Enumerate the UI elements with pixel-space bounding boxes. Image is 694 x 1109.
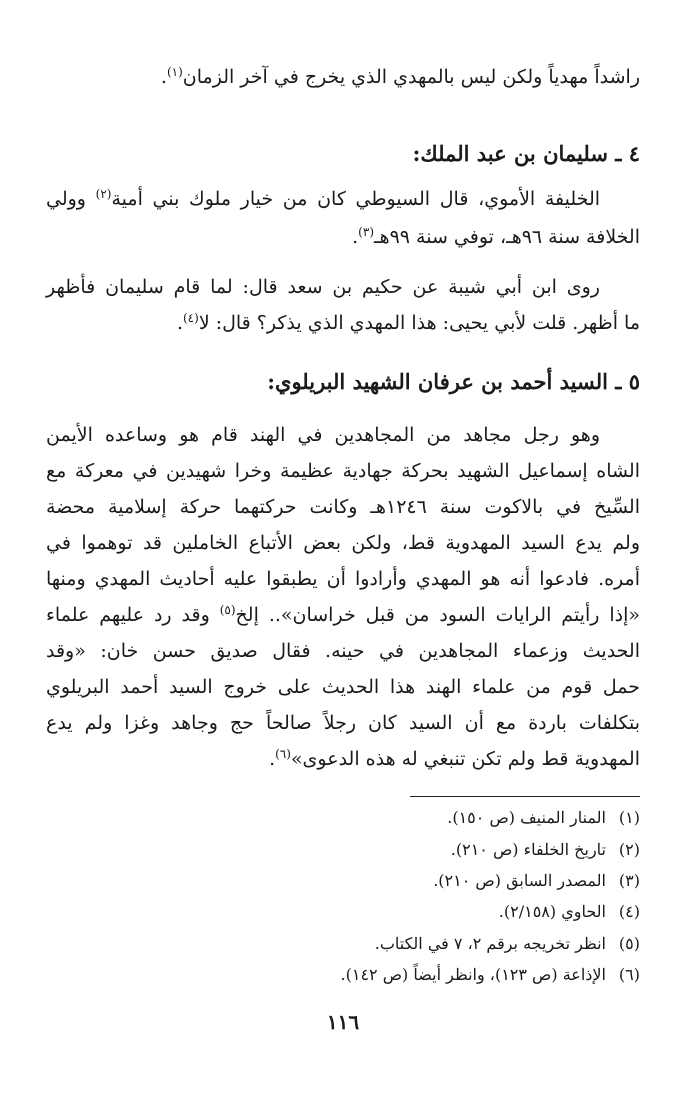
paragraph-line: الشاه إسماعيل الشهيد بحركة جهادية عظيمة وخرا شهيدين في معركة مع — [46, 460, 640, 482]
paragraph-line: بتكلفات باردة مع أن السيد كان رجلاً صالحاً حج وجاهد وغزا ولم يدع — [46, 712, 640, 734]
footnote-separator — [410, 796, 640, 797]
paragraph-line: المهدوية قط ولم تكن تنبغي له هذه الدعوى»$^{(٦)}$. — [269, 747, 640, 770]
paragraph-line: الحديث وزعماء المجاهدين في حينه. فقال صديق حسن خان: «وقد — [46, 640, 640, 662]
section-heading: ٤ ـ سليمان بن عبد الملك: — [412, 141, 640, 166]
footnote-ref[interactable]: (٥) — [219, 603, 236, 617]
footnote: (٥)انظر تخريجه برقم ٢، ٧ في الكتاب. — [374, 934, 640, 953]
paragraph-line: ولم يدع السيد المهدوية قط، ولكن بعض الأتباع الخاملين قد توهموا في — [46, 532, 640, 554]
footnote-ref[interactable]: (٤) — [182, 311, 199, 325]
footnote-ref[interactable]: (١) — [166, 65, 183, 79]
paragraph-line: «إذا رأيتم الرايات السود من قبل خراسان».. إلخ$^{(٥)}$ وقد رد عليهم علماء — [46, 603, 641, 626]
footnote: (١)المنار المنيف (ص ١٥٠). — [447, 808, 640, 827]
footnote-ref[interactable]: (٢) — [95, 187, 112, 201]
paragraph-line: السِّيخ في بالاكوت سنة ١٢٤٦هـ وكانت حركتهما حركة إسلامية محضة — [46, 496, 641, 518]
footnote: (٤)الحاوي (٢/١٥٨). — [498, 902, 640, 921]
page-number: ١١٦ — [326, 1010, 360, 1034]
footnote: (٦)الإذاعة (ص ١٢٣)، وانظر أيضاً (ص ١٤٢). — [340, 965, 640, 984]
footnote: (٢)تاريخ الخلفاء (ص ٢١٠). — [450, 840, 640, 859]
paragraph-line: الخلافة سنة ٩٦هـ، توفي سنة ٩٩هـ$^{(٣)}$. — [352, 225, 640, 248]
paragraph-line: أمره. فادعوا أنه هو المهدي وأرادوا أن يطبقوا عليه أحاديث المهدي ومنها — [46, 568, 640, 590]
paragraph-line: حمل قوم من علماء الهند هذا الحديث على خروج السيد أحمد البريلوي — [46, 676, 640, 698]
paragraph-line: راشداً مهدياً ولكن ليس بالمهدي الذي يخرج في آخر الزمان$^{(١)}$. — [160, 65, 640, 88]
paragraph-line: وهو رجل مجاهد من المجاهدين في الهند قام هو وساعده الأيمن — [46, 424, 600, 446]
paragraph-line: الخليفة الأموي، قال السيوطي كان من خيار ملوك بني أمية$^{(٢)}$ وولي — [46, 187, 601, 210]
paragraph-line: ما أظهر. قلت لأبي يحيى: هذا المهدي الذي يذكر؟ قال: لا$^{(٤)}$. — [176, 311, 640, 334]
paragraph-line: روى ابن أبي شيبة عن حكيم بن سعد قال: لما قام سليمان فأظهر — [46, 276, 600, 298]
document-page — [46, 0, 640, 1109]
footnote-ref[interactable]: (٣) — [358, 225, 374, 239]
footnote-ref[interactable]: (٦) — [275, 747, 291, 761]
section-heading: ٥ ـ السيد أحمد بن عرفان الشهيد البريلوي: — [267, 369, 640, 394]
footnote: (٣)المصدر السابق (ص ٢١٠). — [433, 871, 640, 890]
